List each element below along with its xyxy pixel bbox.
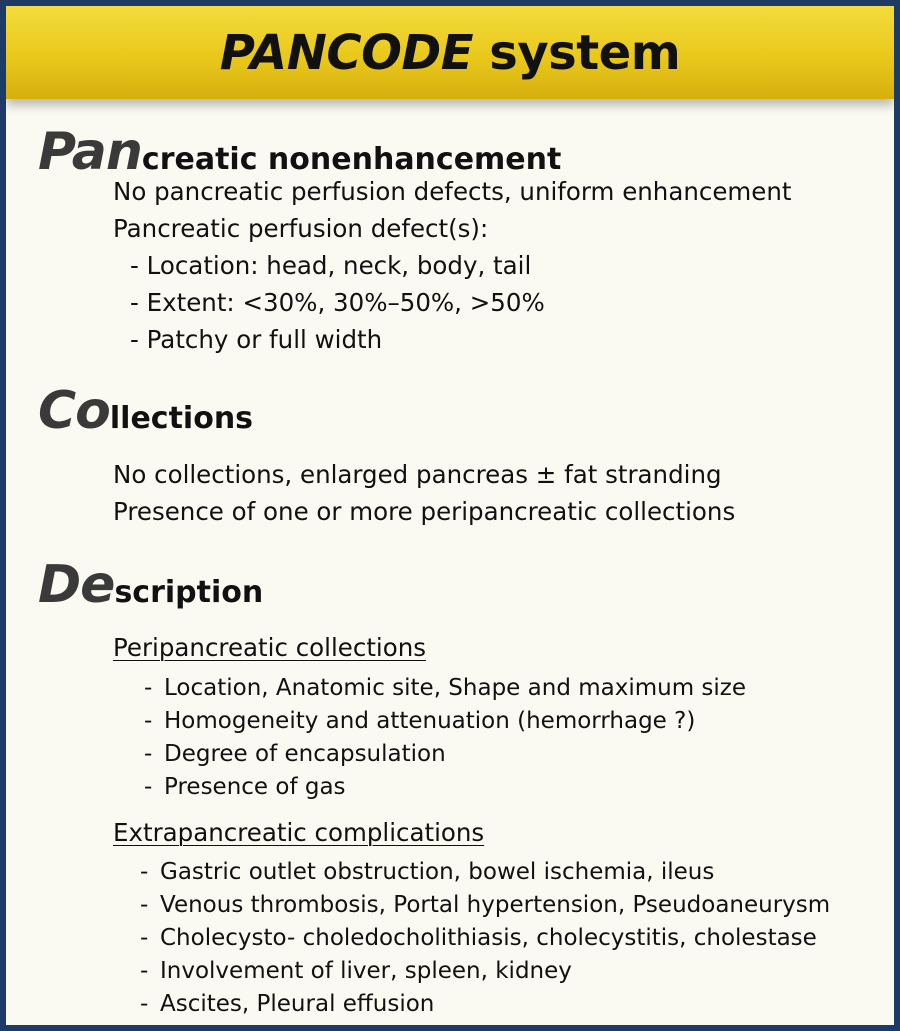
page-title <box>220 25 680 81</box>
title-rest: system <box>473 24 681 81</box>
list-item: - Gastric outlet obstruction, bowel ischemia, ileus <box>140 859 715 885</box>
heading-initial: Pan <box>38 122 142 182</box>
slide-card <box>6 6 894 1025</box>
text-line: - Extent: <30%, 30%–50%, >50% <box>130 288 545 317</box>
text-line: - Location: head, neck, body, tail <box>130 251 532 280</box>
list-item: - Location, Anatomic site, Shape and maximum size <box>144 675 747 701</box>
heading-rest: creatic nonenhancement <box>141 142 562 177</box>
list-item: - Presence of gas <box>144 774 346 800</box>
subheading-extrapancreatic: Extrapancreatic complications <box>113 818 485 847</box>
title-italic: PANCODE <box>219 24 474 81</box>
list-item: - Degree of encapsulation <box>144 741 446 767</box>
list-item: - Homogeneity and attenuation (hemorrhage ?) <box>144 708 696 734</box>
title-bar <box>6 6 894 99</box>
section-heading-pancreatic <box>38 122 561 182</box>
subheading-peripancreatic: Peripancreatic collections <box>113 633 427 662</box>
text-line: No collections, enlarged pancreas ± fat stranding <box>113 460 722 489</box>
list-item: - Cholecysto- choledocholithiasis, cholecystitis, cholestase <box>140 925 817 951</box>
text-line: Pancreatic perfusion defect(s): <box>113 214 489 243</box>
heading-initial: De <box>38 555 115 615</box>
text-line: No pancreatic perfusion defects, uniform enhancement <box>113 177 792 206</box>
list-item: - Venous thrombosis, Portal hypertension, Pseudoaneurysm <box>140 892 831 918</box>
heading-rest: scription <box>114 575 264 610</box>
list-item: - Ascites, Pleural effusion <box>140 991 435 1017</box>
heading-rest: llections <box>109 401 254 436</box>
section-heading-description <box>38 555 263 615</box>
list-item: - Involvement of liver, spleen, kidney <box>140 958 572 984</box>
text-line: Presence of one or more peripancreatic collections <box>113 497 736 526</box>
heading-initial: Co <box>38 381 110 441</box>
section-heading-collections <box>38 381 253 441</box>
text-line: - Patchy or full width <box>130 325 383 354</box>
